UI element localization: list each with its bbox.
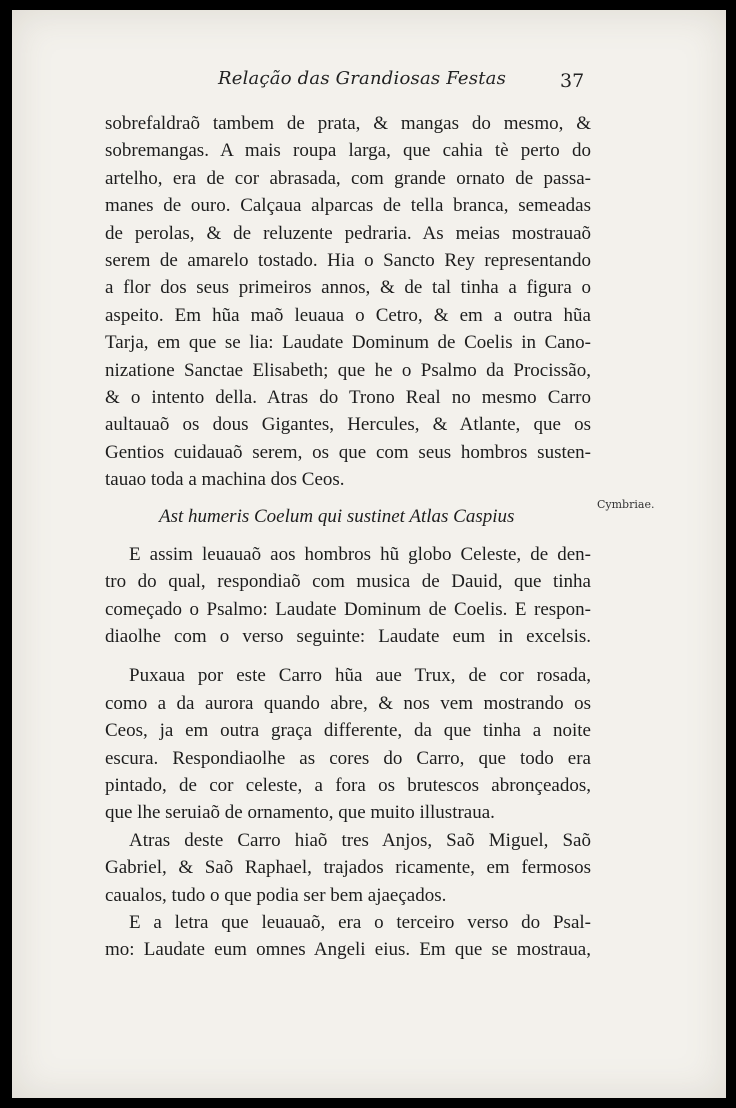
text-line: & o intento della. Atras do Trono Real no mesmo Carro <box>105 386 591 408</box>
paragraph-gap <box>105 650 591 662</box>
body-text <box>105 110 591 964</box>
text-line: aspeito. Em hũa maõ leuaua o Cetro, & em a outra hũa <box>105 304 591 326</box>
page-number: 37 <box>560 70 585 92</box>
text-line: começado o Psalmo: Laudate Dominum de Coelis. E respon- <box>105 598 591 620</box>
text-line: Tarja, em que se lia: Laudate Dominum de Coelis in Cano- <box>105 332 591 354</box>
text-line: diaolhe com o verso seguinte: Laudate eum in excelsis. <box>105 626 591 648</box>
text-line: sobremangas. A mais roupa larga, que cahia tè perto do <box>105 140 591 162</box>
text-line: a flor dos seus primeiros annos, & de tal tinha a figura o <box>105 277 591 299</box>
text-line: mo: Laudate eum omnes Angeli eius. Em que se mostraua, <box>105 939 591 961</box>
text-line: E assim leuauaõ aos hombros hũ globo Celeste, de den- <box>129 543 591 565</box>
text-line: sobrefaldraõ tambem de prata, & mangas do mesmo, & <box>105 113 591 134</box>
latin-verse: Ast humeris Coelum qui sustinet Atlas Caspius <box>159 506 515 528</box>
text-line: escura. Respondiaolhe as cores do Carro, que todo era <box>105 747 591 769</box>
text-line: serem de amarelo tostado. Hia o Sancto Rey representando <box>105 249 591 271</box>
text-line: Ceos, ja em outra graça differente, da que tinha a noite <box>105 720 591 742</box>
text-line: Gentios cuidauaõ serem, os que com seus hombros susten- <box>105 441 591 463</box>
text-line: aultauaõ os dous Gigantes, Hercules, & Atlante, que os <box>105 414 591 436</box>
running-title: Relação das Grandiosas Festas <box>218 68 507 89</box>
text-line: nizatione Sanctae Elisabeth; que he o Psalmo da Procissão, <box>105 359 591 381</box>
margin-note: Cymbriae. <box>597 498 655 511</box>
text-line: tro do qual, respondiaõ com musica de Dauid, que tinha <box>105 571 591 593</box>
page-header <box>12 68 726 98</box>
text-line: como a da aurora quando abre, & nos vem mostrando os <box>105 692 591 714</box>
text-line: Puxaua por este Carro hũa aue Trux, de cor rosada, <box>129 665 591 687</box>
text-line: tauao toda a machina dos Ceos. <box>105 469 345 491</box>
text-line: manes de ouro. Calçaua alparcas de tella branca, semeadas <box>105 195 591 217</box>
text-line: pintado, de cor celeste, a fora os brutescos abronçeados, <box>105 774 591 796</box>
text-line: que lhe seruiaõ de ornamento, que muito illustraua. <box>105 802 495 824</box>
text-line: artelho, era de cor abrasada, com grande ornato de passa- <box>105 167 591 189</box>
text-line: Gabriel, & Saõ Raphael, trajados ricamente, em fermosos <box>105 857 591 879</box>
text-line: Atras deste Carro hiaõ tres Anjos, Saõ Miguel, Saõ <box>129 829 591 851</box>
text-line: E a letra que leuauaõ, era o terceiro verso do Psal- <box>129 911 591 933</box>
text-line: de perolas, & de reluzente pedraria. As meias mostrauaõ <box>105 222 591 244</box>
text-line: caualos, tudo o que podia ser bem ajaeçados. <box>105 884 447 906</box>
book-page <box>12 10 726 1098</box>
